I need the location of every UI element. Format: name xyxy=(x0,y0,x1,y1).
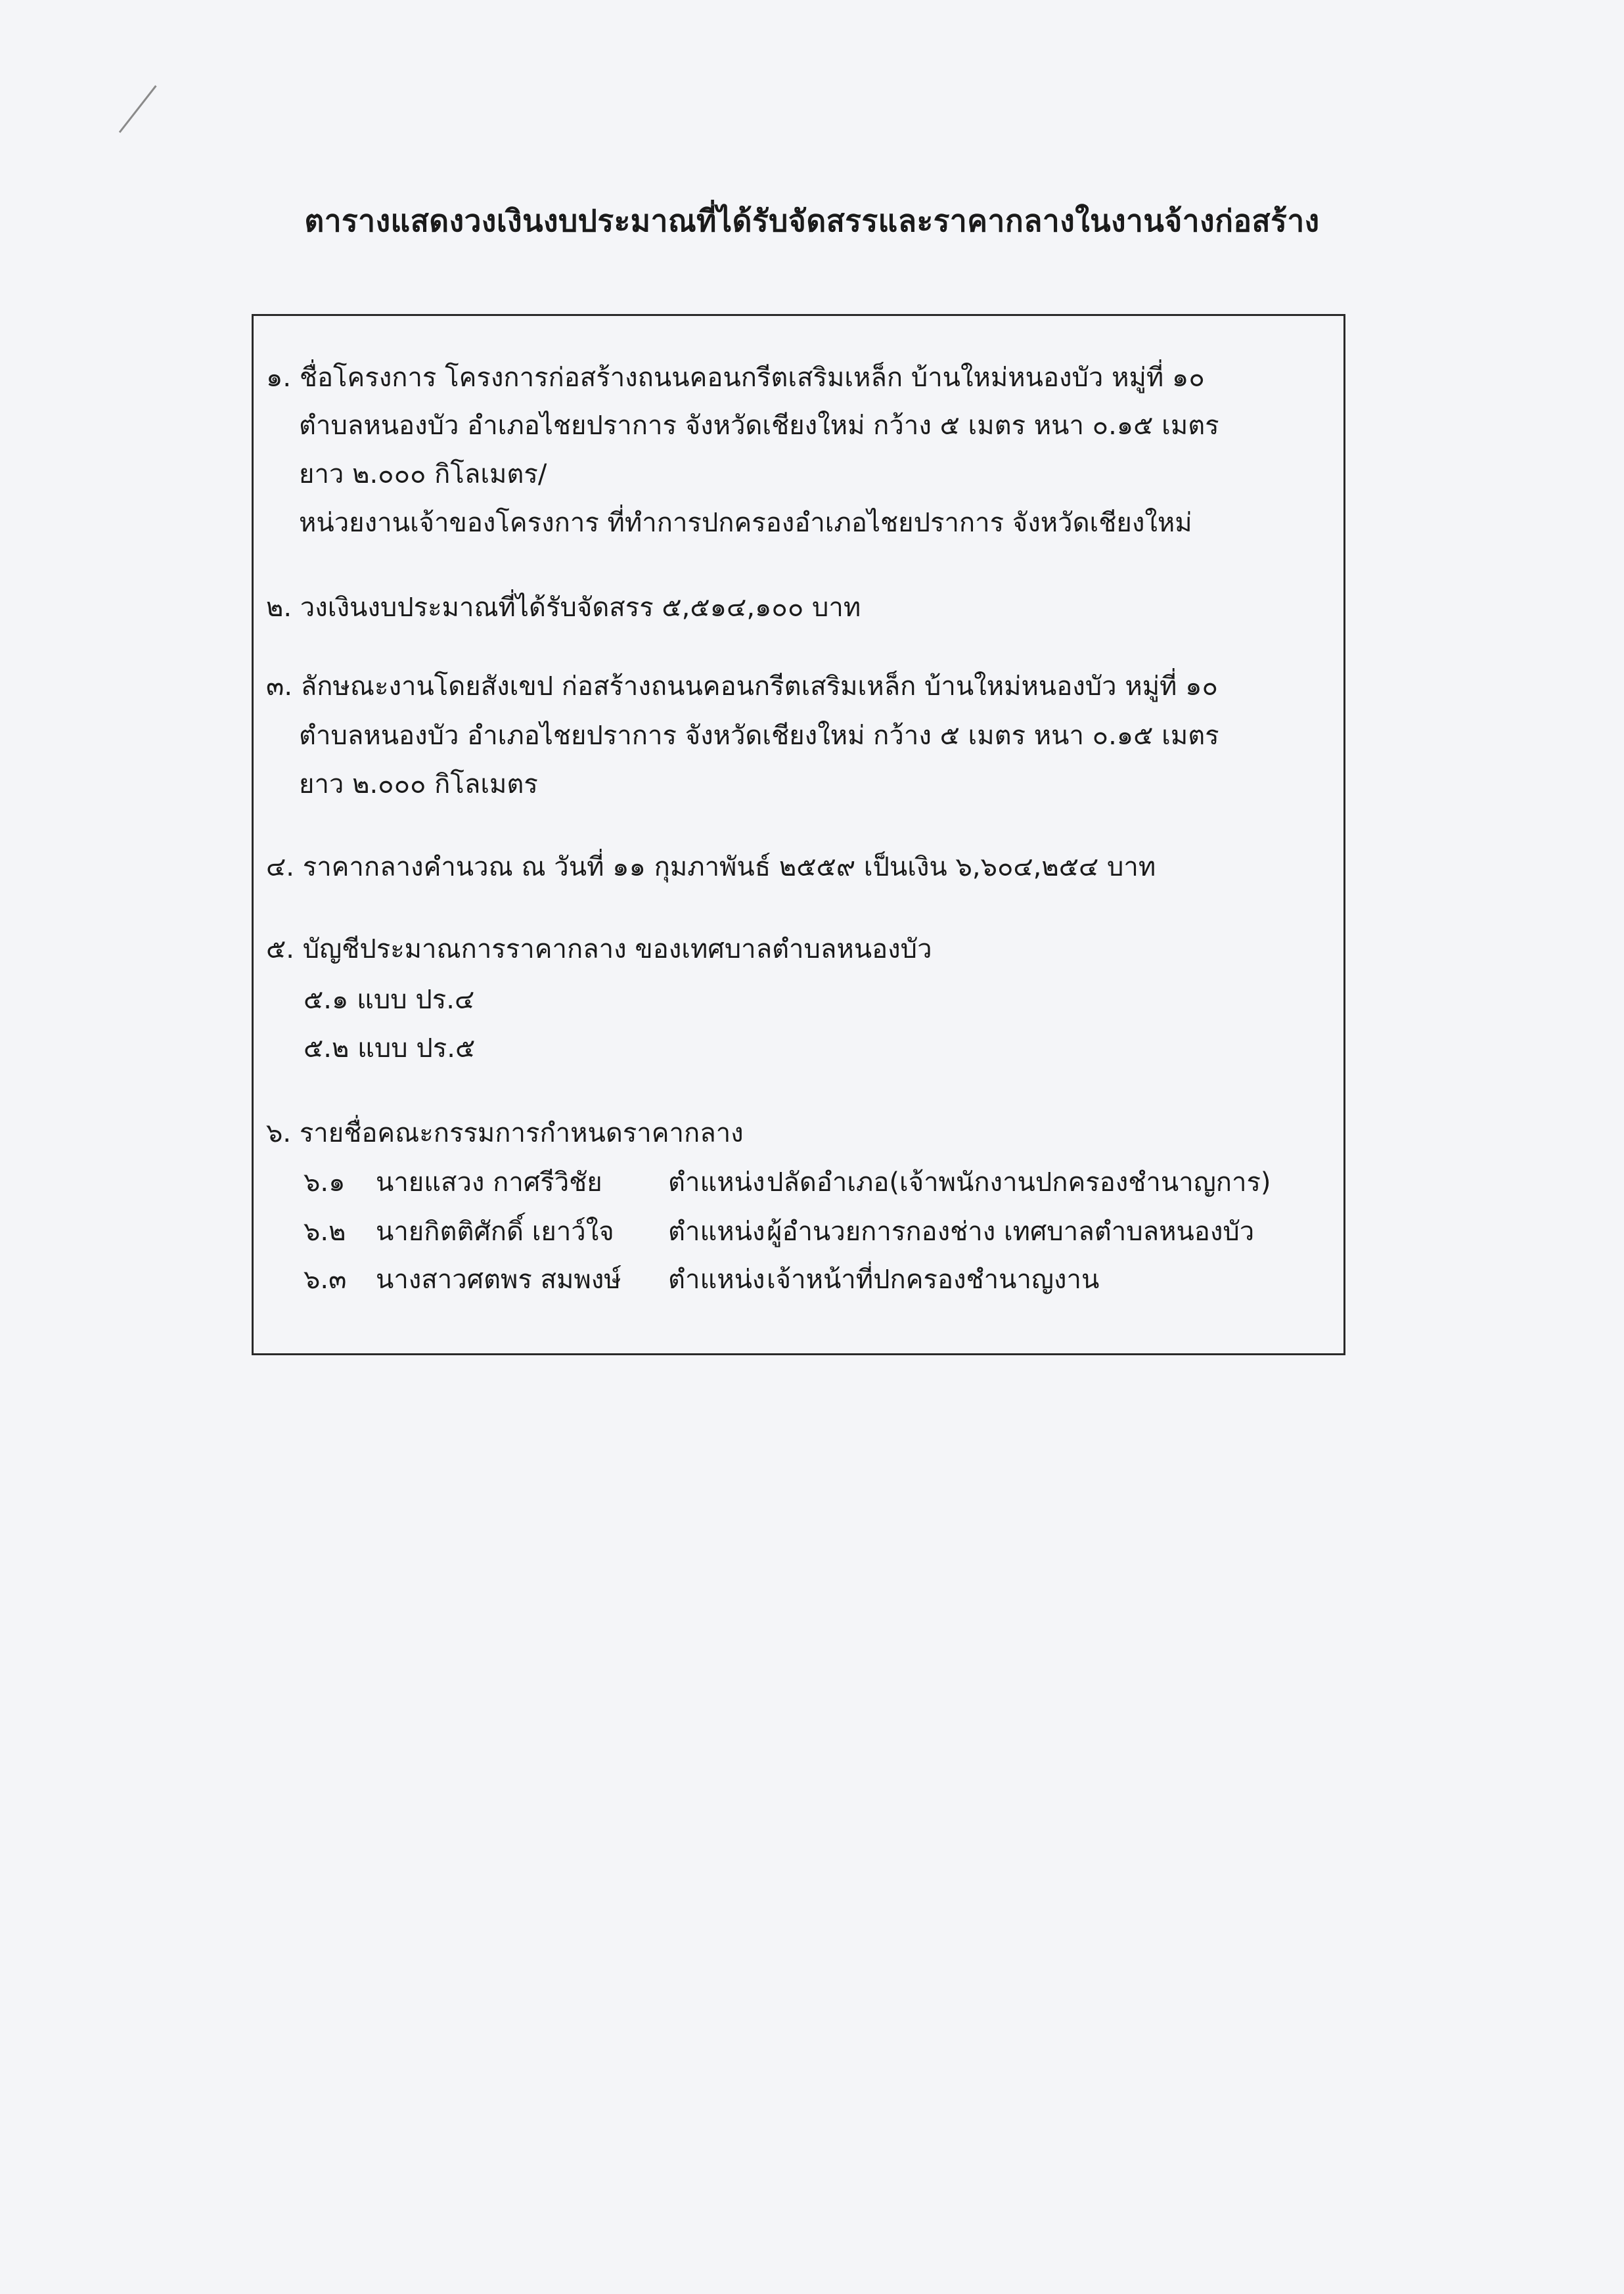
item5-sub1: ๕.๑ แบบ ปร.๔ xyxy=(304,985,475,1015)
member-position-value: ผู้อำนวยการกองช่าง เทศบาลตำบลหนองบัว xyxy=(767,1217,1255,1247)
item6-line1: ๖. รายชื่อคณะกรรมการกำหนดราคากลาง xyxy=(266,1118,744,1148)
committee-member-row xyxy=(304,1169,1271,1196)
committee-member-row xyxy=(304,1219,1254,1245)
committee-member-row xyxy=(304,1267,1099,1293)
member-name: นายกิตติศักดิ์ เยาว์ใจ xyxy=(376,1217,614,1247)
member-name: นางสาวศตพร สมพงษ์ xyxy=(376,1265,621,1295)
member-position-value: เจ้าหน้าที่ปกครองชำนาญงาน xyxy=(767,1265,1100,1295)
item4-line1: ๔. ราคากลางคำนวณ ณ วันที่ ๑๑ กุมภาพันธ์ ๒๕๕๙ เป็นเงิน ๖,๖๐๔,๒๕๔ บาท xyxy=(266,852,1156,882)
member-position-value: ปลัดอำเภอ(เจ้าพนักงานปกครองชำนาญการ) xyxy=(767,1167,1271,1198)
document-title: ตารางแสดงวงเงินงบประมาณที่ได้รับจัดสรรและราคากลางในงานจ้างก่อสร้าง xyxy=(304,203,1320,238)
member-number: ๖.๒ xyxy=(304,1217,346,1247)
member-position-label: ตำแหน่ง xyxy=(668,1217,765,1247)
item1-line1: ๑. ชื่อโครงการ โครงการก่อสร้างถนนคอนกรีตเสริมเหล็ก บ้านใหม่หนองบัว หมู่ที่ ๑๐ xyxy=(266,363,1205,393)
item2-line1: ๒. วงเงินงบประมาณที่ได้รับจัดสรร ๕,๕๑๔,๑๐๐ บาท xyxy=(266,593,861,623)
item1-line2: ตำบลหนองบัว อำเภอไชยปราการ จังหวัดเชียงใหม่ กว้าง ๕ เมตร หนา ๐.๑๕ เมตร xyxy=(299,411,1219,441)
item1-line3: ยาว ๒.๐๐๐ กิโลเมตร/ xyxy=(299,459,547,489)
item5-sub2: ๕.๒ แบบ ปร.๕ xyxy=(304,1033,476,1064)
member-position-label: ตำแหน่ง xyxy=(668,1265,765,1295)
item3-line3: ยาว ๒.๐๐๐ กิโลเมตร xyxy=(299,769,538,799)
member-position-label: ตำแหน่ง xyxy=(668,1167,765,1198)
item5-line1: ๕. บัญชีประมาณการราคากลาง ของเทศบาลตำบลหนองบัว xyxy=(266,934,932,964)
item3-line2: ตำบลหนองบัว อำเภอไชยปราการ จังหวัดเชียงใหม่ กว้าง ๕ เมตร หนา ๐.๑๕ เมตร xyxy=(299,721,1219,751)
member-name: นายแสวง กาศรีวิชัย xyxy=(376,1167,602,1198)
member-number: ๖.๓ xyxy=(304,1265,347,1295)
member-number: ๖.๑ xyxy=(304,1167,346,1198)
item1-line4: หน่วยงานเจ้าของโครงการ ที่ทำการปกครองอำเภอไชยปราการ จังหวัดเชียงใหม่ xyxy=(299,508,1192,538)
pen-mark-decoration xyxy=(119,85,157,133)
item3-line1: ๓. ลักษณะงานโดยสังเขป ก่อสร้างถนนคอนกรีตเสริมเหล็ก บ้านใหม่หนองบัว หมู่ที่ ๑๐ xyxy=(266,671,1218,702)
